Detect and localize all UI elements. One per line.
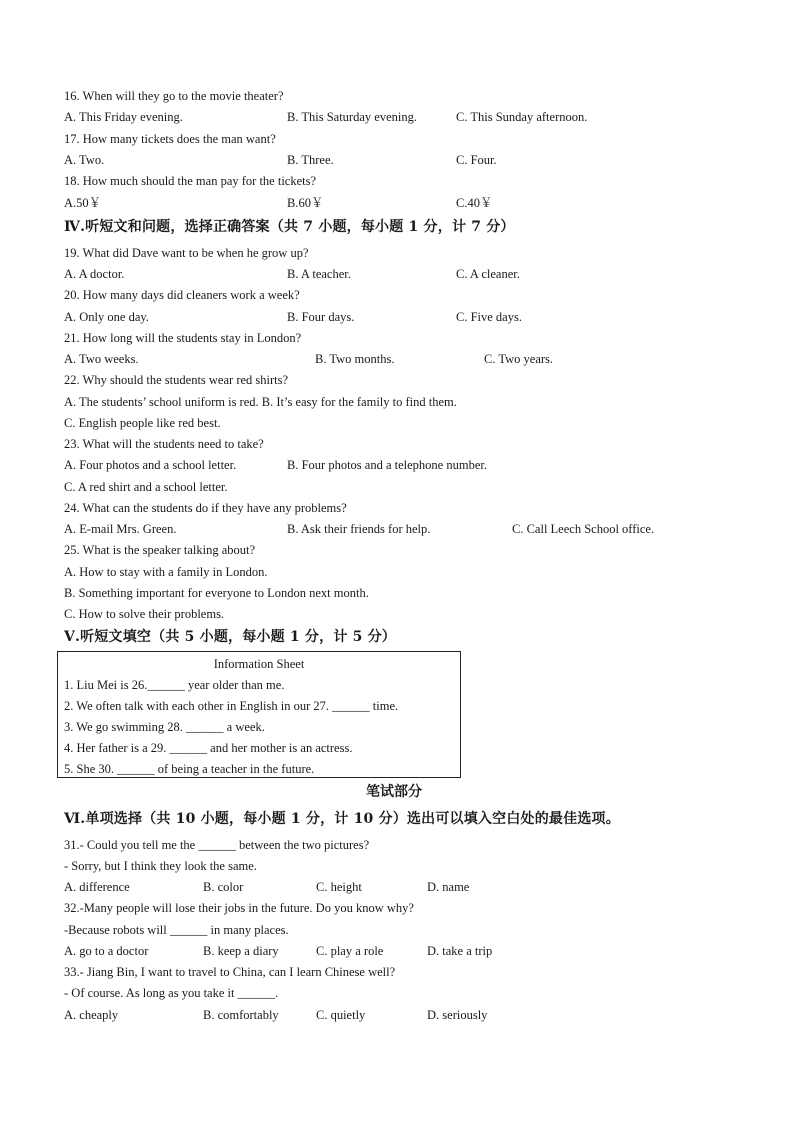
section-4-heading: Ⅳ.听短文和问题，选择正确答案（共 7 小题，每小题 1 分，计 7 分） — [64, 219, 515, 235]
question-32-option-d: D. take a trip — [427, 944, 493, 958]
question-18-option-c: C.40￥ — [456, 196, 493, 210]
question-25-stem: 25. What is the speaker talking about? — [64, 543, 256, 557]
question-23-option-c: C. A red shirt and a school letter. — [64, 480, 228, 494]
question-33-option-d: D. seriously — [427, 1008, 488, 1022]
question-31-option-d: D. name — [427, 880, 470, 894]
question-31-line-1: 31.- Could you tell me the ______ between the two pictures? — [64, 838, 370, 852]
question-25-option-b: B. Something important for everyone to London next month. — [64, 586, 369, 600]
section-6-heading: Ⅵ.单项选择（共 10 小题，每小题 1 分，计 10 分）选出可以填入空白处的最佳选项。 — [64, 811, 620, 827]
question-20-stem: 20. How many days did cleaners work a week? — [64, 288, 300, 302]
question-18-option-a: A.50￥ — [64, 196, 102, 210]
info-row-4: 4. Her father is a 29. ______ and her mother is an actress. — [64, 741, 353, 755]
question-24-stem: 24. What can the students do if they have any problems? — [64, 501, 347, 515]
question-23-option-a: A. Four photos and a school letter. — [64, 458, 237, 472]
question-22-options-ab: A. The students’ school uniform is red. B. It’s easy for the family to find them. — [64, 395, 457, 409]
question-17-option-b: B. Three. — [287, 153, 334, 167]
question-22-option-c: C. English people like red best. — [64, 416, 221, 430]
question-23-option-b: B. Four photos and a telephone number. — [287, 458, 487, 472]
question-21-option-c: C. Two years. — [484, 352, 554, 366]
question-33-option-b: B. comfortably — [203, 1008, 279, 1022]
question-22-stem: 22. Why should the students wear red shirts? — [64, 373, 289, 387]
info-row-2: 2. We often talk with each other in English in our 27. ______ time. — [64, 699, 399, 713]
question-32-line-2: -Because robots will ______ in many places. — [64, 923, 289, 937]
question-21-stem: 21. How long will the students stay in London? — [64, 331, 302, 345]
question-19-option-b: B. A teacher. — [287, 267, 351, 281]
question-24-option-a: A. E-mail Mrs. Green. — [64, 522, 177, 536]
question-20-option-a: A. Only one day. — [64, 310, 149, 324]
question-18-option-b: B.60￥ — [287, 196, 324, 210]
question-33-line-2: - Of course. As long as you take it ______. — [64, 986, 279, 1000]
written-part-heading: 笔试部分 — [366, 784, 422, 800]
question-31-line-2: - Sorry, but I think they look the same. — [64, 859, 257, 873]
question-32-option-c: C. play a role — [316, 944, 384, 958]
question-16-option-b: B. This Saturday evening. — [287, 110, 417, 124]
question-32-line-1: 32.-Many people will lose their jobs in the future. Do you know why? — [64, 901, 414, 915]
question-17-stem: 17. How many tickets does the man want? — [64, 132, 276, 146]
question-19-option-c: C. A cleaner. — [456, 267, 520, 281]
question-17-option-a: A. Two. — [64, 153, 105, 167]
question-21-option-a: A. Two weeks. — [64, 352, 139, 366]
question-31-option-b: B. color — [203, 880, 244, 894]
question-20-option-b: B. Four days. — [287, 310, 355, 324]
question-25-option-a: A. How to stay with a family in London. — [64, 565, 268, 579]
info-row-1: 1. Liu Mei is 26.______ year older than me. — [64, 678, 285, 692]
information-sheet-box — [57, 651, 461, 778]
question-24-option-b: B. Ask their friends for help. — [287, 522, 431, 536]
question-16-option-a: A. This Friday evening. — [64, 110, 183, 124]
question-18-stem: 18. How much should the man pay for the tickets? — [64, 174, 317, 188]
question-20-option-c: C. Five days. — [456, 310, 522, 324]
question-33-option-a: A. cheaply — [64, 1008, 119, 1022]
question-33-option-c: C. quietly — [316, 1008, 366, 1022]
question-25-option-c: C. How to solve their problems. — [64, 607, 225, 621]
question-17-option-c: C. Four. — [456, 153, 497, 167]
question-31-option-c: C. height — [316, 880, 362, 894]
question-16-option-c: C. This Sunday afternoon. — [456, 110, 588, 124]
info-row-3: 3. We go swimming 28. ______ a week. — [64, 720, 265, 734]
question-33-line-1: 33.- Jiang Bin, I want to travel to China, can I learn Chinese well? — [64, 965, 396, 979]
question-24-option-c: C. Call Leech School office. — [512, 522, 655, 536]
question-19-stem: 19. What did Dave want to be when he grow up? — [64, 246, 309, 260]
question-32-option-a: A. go to a doctor — [64, 944, 149, 958]
question-31-option-a: A. difference — [64, 880, 130, 894]
question-19-option-a: A. A doctor. — [64, 267, 125, 281]
question-32-option-b: B. keep a diary — [203, 944, 279, 958]
section-5-heading: Ⅴ.听短文填空（共 5 小题，每小题 1 分，计 5 分） — [64, 629, 397, 645]
information-sheet-title: Information Sheet — [213, 657, 305, 671]
question-23-stem: 23. What will the students need to take? — [64, 437, 264, 451]
info-row-5: 5. She 30. ______ of being a teacher in the future. — [64, 762, 315, 776]
question-16-stem: 16. When will they go to the movie theater? — [64, 89, 284, 103]
question-21-option-b: B. Two months. — [315, 352, 395, 366]
